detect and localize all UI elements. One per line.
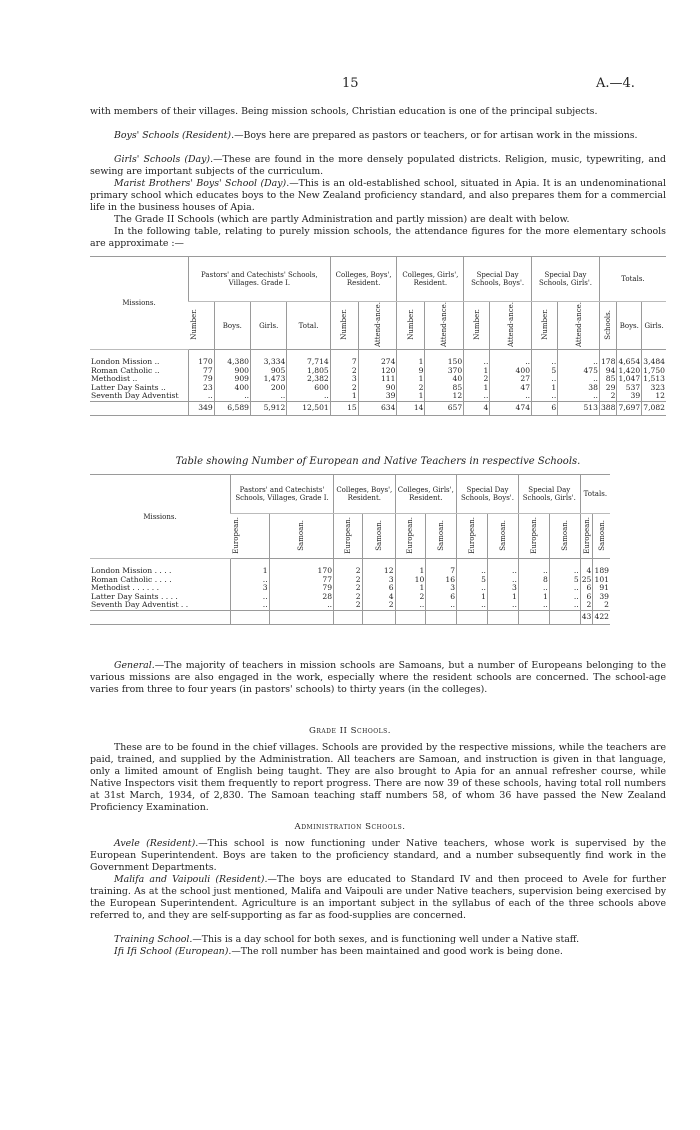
empty-cell — [395, 610, 426, 624]
general-text: —The majority of teachers in mission schools are Samoans, but a number of Europeans belonging to the various missions are also engaged in the work, especially where the resident schools are concerned. The school-age varies from three to four years (in pastors' schools) to thirty years (in the colleges). — [90, 660, 666, 695]
total-cell: 388 — [599, 402, 617, 416]
table-cell: 5 — [532, 367, 558, 376]
colleges-boys-header: Colleges, Boys', Resident. — [330, 257, 397, 302]
table-cell: 900 — [214, 367, 250, 376]
leader-dots: .. — [154, 357, 160, 367]
avele-text: —This school is now functioning under Native teachers, whose work is supervised by the European Superintendent. Boys are taken to the proficiency standard, and a number subsequently find work in the Government Departments. — [90, 838, 666, 873]
totals-girls-header: Girls. — [642, 302, 666, 350]
marist-school-lead: Marist Brothers' Boys' School (Day). — [114, 178, 290, 189]
table-intro-paragraph: In the following table, relating to purely mission schools, the attendance figures for the more elementary schools are approximate :— — [90, 226, 666, 249]
samoan-header-text: Samoan. — [560, 519, 569, 551]
european-header — [395, 514, 426, 559]
table-cell: 40 — [425, 375, 464, 384]
table-cell: .. — [457, 601, 488, 610]
totals-label-cell — [90, 610, 231, 624]
table-cell: .. — [231, 576, 270, 585]
special-boys-number-header: Number. — [464, 302, 490, 350]
table-cell: 600 — [287, 384, 330, 393]
mission-name — [90, 601, 231, 610]
table-cell: .. — [558, 375, 600, 384]
intro-paragraph: with members of their villages. Being mission schools, Christian education is one of the principal subjects. — [90, 106, 598, 117]
leader-dots: .. — [132, 374, 138, 384]
empty-cell — [457, 610, 488, 624]
table-cell: 3,484 — [642, 350, 666, 367]
special-girls-attendance-header: Attend-ance. — [558, 302, 600, 350]
document-reference: A.—4. — [596, 76, 635, 91]
teachers-colleges-boys-header: Colleges, Boys', Resident. — [334, 475, 396, 514]
table-cell: 120 — [358, 367, 397, 376]
table-cell: 12 — [425, 392, 464, 401]
samoan-header — [362, 514, 395, 559]
empty-cell — [426, 610, 457, 624]
table-row — [90, 375, 666, 384]
leader-dots: . . . . — [154, 566, 172, 575]
table-cell: 2 — [580, 601, 593, 610]
table-cell: 3 — [487, 584, 518, 593]
table-cell: 370 — [425, 367, 464, 376]
table-row — [90, 576, 610, 585]
table-cell: 111 — [358, 375, 397, 384]
total-cell: 5,912 — [251, 402, 287, 416]
table-cell: 1,805 — [287, 367, 330, 376]
table-cell: .. — [518, 584, 549, 593]
colleges-girls-header: Colleges, Girls', Resident. — [397, 257, 464, 302]
page-number: 15 — [342, 76, 359, 91]
samoan-header-text: Samoan. — [297, 519, 306, 551]
table-cell: .. — [189, 392, 215, 401]
training-school-lead: Training School. — [114, 934, 193, 945]
table-cell: 12 — [642, 392, 666, 401]
ifi-ifi-text: —The roll number has been maintained and good work is being done. — [231, 946, 563, 957]
table-cell: 29 — [599, 384, 617, 393]
table-row — [90, 559, 610, 576]
table-cell: 2,382 — [287, 375, 330, 384]
totals-header: Totals. — [599, 257, 666, 302]
table-cell: 77 — [189, 367, 215, 376]
table-cell: 28 — [269, 593, 333, 602]
european-header — [457, 514, 488, 559]
table-cell: 7 — [426, 559, 457, 576]
european-header-text: European. — [582, 516, 591, 554]
mission-name — [90, 392, 189, 401]
mission-name-text: Latter Day Saints — [91, 382, 159, 392]
table-cell: 5 — [457, 576, 488, 585]
european-header — [334, 514, 363, 559]
pastors-total-header: Total. — [287, 302, 330, 350]
table-cell: .. — [532, 392, 558, 401]
table-cell: 1 — [518, 593, 549, 602]
table-cell: 39 — [358, 392, 397, 401]
pastors-girls-header: Girls. — [251, 302, 287, 350]
colleges-boys-attendance-header: Attend-ance. — [358, 302, 397, 350]
total-cell: 12,501 — [287, 402, 330, 416]
table-cell: 1,420 — [618, 365, 641, 375]
table-cell: 39 — [593, 593, 610, 602]
table-cell: .. — [231, 601, 270, 610]
leader-dots: . . — [180, 600, 189, 610]
teachers-pastors-header: Pastors' and Catechists' Schools, Villages, Grade I. — [231, 475, 334, 514]
table-cell: 150 — [425, 350, 464, 367]
table-cell: 7,714 — [287, 350, 330, 367]
mission-name-text: Methodist . . — [91, 583, 140, 593]
table-cell: 91 — [593, 584, 610, 593]
table-cell: 1,473 — [251, 375, 287, 384]
table-cell: 2 — [330, 384, 358, 393]
table-cell: 2 — [334, 593, 363, 602]
special-boys-header: Special Day Schools, Boys'. — [464, 257, 532, 302]
table-cell: 170 — [269, 559, 333, 576]
table-cell: 4 — [362, 593, 395, 602]
table-cell: 1 — [330, 392, 358, 401]
total-cell: 349 — [189, 402, 215, 416]
samoan-header — [593, 514, 610, 559]
teachers-special-boys-header: Special Day Schools, Boys'. — [457, 475, 519, 514]
boys-schools-paragraph — [90, 130, 666, 142]
table-cell: 2 — [464, 375, 490, 384]
avele-lead: Avele (Resident). — [114, 838, 199, 849]
table-cell: .. — [269, 601, 333, 610]
leader-dots: . . . . — [154, 574, 172, 584]
table-cell: 94 — [599, 367, 617, 376]
table-cell: 1 — [231, 559, 270, 576]
special-boys-attendance-header: Attend-ance. — [490, 302, 532, 350]
girls-schools-lead: Girls' Schools (Day). — [114, 154, 214, 165]
table-cell: 101 — [594, 574, 609, 584]
table-cell: 1 — [464, 367, 490, 376]
table-cell: 1 — [487, 593, 518, 602]
table-cell: 189 — [593, 559, 610, 576]
missions-header: Missions. — [90, 257, 189, 350]
mission-name-text: Seventh Day Adventist — [91, 600, 179, 610]
mission-schools-table — [90, 256, 666, 416]
table-cell: .. — [464, 350, 490, 367]
empty-cell — [549, 610, 580, 624]
marist-school-text: —This is an old-established school, situated in Apia. It is an undenominational primary school which educates boys to the New Zealand proficiency standard, and also prepares them for a commercial life in the business houses of Apia. — [90, 178, 666, 213]
table-cell: 79 — [269, 584, 333, 593]
malifa-paragraph — [90, 874, 666, 922]
samoan-header — [487, 514, 518, 559]
general-lead: General. — [114, 660, 155, 671]
table-cell: 77 — [269, 576, 333, 585]
table-cell: 38 — [558, 384, 600, 393]
totals-label-cell — [90, 402, 189, 416]
table-cell: 3 — [231, 584, 270, 593]
pastors-schools-header: Pastors' and Catechists' Schools, Villages. Grade I. — [189, 257, 331, 302]
empty-cell — [518, 610, 549, 624]
colleges-boys-number-header: Number. — [330, 302, 358, 350]
table-cell: .. — [490, 350, 532, 367]
table-cell: .. — [457, 559, 488, 576]
empty-cell — [487, 610, 518, 624]
teachers-colleges-girls-header: Colleges, Girls', Resident. — [395, 475, 457, 514]
teachers-table-caption: Table showing Number of European and Native Teachers in respective Schools. — [175, 456, 581, 467]
table-cell: .. — [487, 601, 518, 610]
training-school-text: —This is a day school for both sexes, and is functioning well under a Native staff. — [192, 934, 580, 945]
pastors-number-header: Number. — [189, 302, 215, 350]
samoan-header-text: Samoan. — [437, 519, 446, 551]
european-header-text: European. — [529, 516, 538, 554]
table-cell: 1 — [395, 584, 426, 593]
table-cell: 23 — [189, 384, 215, 393]
totals-schools-header: Schools. — [599, 302, 617, 350]
table-cell: 2 — [593, 601, 610, 610]
table-cell: 25 — [581, 574, 592, 584]
boys-schools-lead: Boys' Schools (Resident). — [114, 130, 235, 141]
table-cell: 27 — [490, 375, 532, 384]
european-header-text: European. — [468, 516, 476, 554]
teachers-missions-header: Missions. — [90, 475, 231, 559]
table-cell: 6 — [362, 584, 395, 593]
total-cell: 634 — [358, 402, 397, 416]
table-cell: 2 — [334, 601, 363, 610]
general-paragraph — [90, 660, 666, 696]
table-cell: .. — [464, 392, 490, 401]
table-cell: .. — [558, 350, 600, 367]
table-cell: 1 — [397, 350, 425, 367]
mission-name — [90, 559, 231, 576]
special-girls-number-header: Number. — [532, 302, 558, 350]
table-cell: .. — [549, 593, 580, 602]
total-cell: 7,082 — [642, 402, 666, 416]
table-cell: .. — [549, 559, 580, 576]
table-cell: 1 — [397, 392, 425, 401]
table-cell: 3 — [330, 375, 358, 384]
table-cell: .. — [287, 392, 330, 401]
ifi-ifi-paragraph — [90, 946, 666, 958]
special-girls-header: Special Day Schools, Girls'. — [532, 257, 600, 302]
leader-dots: . . . . — [142, 583, 160, 593]
table-cell: 4,654 — [617, 350, 642, 367]
table-cell: 400 — [490, 367, 532, 376]
table-cell: .. — [558, 392, 600, 401]
table-cell: 1,047 — [618, 374, 641, 384]
table-cell: 16 — [426, 576, 457, 585]
table-cell: 85 — [599, 375, 617, 384]
table-cell: 10 — [395, 576, 426, 585]
empty-cell — [362, 610, 395, 624]
table-cell: .. — [251, 392, 287, 401]
table-cell: 2 — [334, 559, 363, 576]
table-cell: 2 — [395, 593, 426, 602]
table-row — [90, 367, 666, 376]
girls-schools-paragraph — [90, 154, 666, 178]
table-cell: 1 — [397, 375, 425, 384]
admin-schools-heading: Administration Schools. — [294, 822, 406, 832]
table-cell: .. — [518, 559, 549, 576]
teachers-totals-header: Totals. — [580, 475, 610, 514]
page-header — [0, 76, 700, 92]
european-header — [580, 514, 593, 559]
table-cell: 8 — [518, 576, 549, 585]
total-cell: 657 — [425, 402, 464, 416]
table-cell: 6 — [580, 584, 593, 593]
table-cell: 2 — [334, 584, 363, 593]
table-cell: 274 — [358, 350, 397, 367]
table-cell: 1 — [464, 384, 490, 393]
total-cell: 14 — [397, 402, 425, 416]
samoan-header-text: Samoan. — [498, 519, 507, 551]
european-header — [518, 514, 549, 559]
leader-dots: .. — [154, 365, 160, 375]
table-cell: .. — [490, 392, 532, 401]
total-cell: 513 — [558, 402, 600, 416]
table-cell: 400 — [214, 384, 250, 393]
table-row — [90, 392, 666, 401]
table-cell: 47 — [490, 384, 532, 393]
table-cell: 178 — [599, 350, 617, 367]
malifa-lead: Malifa and Vaipouli (Resident). — [114, 874, 268, 885]
mission-name-text: London Mission — [91, 566, 153, 575]
table-cell: 2 — [599, 392, 617, 401]
table-cell: .. — [549, 601, 580, 610]
table-cell: 537 — [617, 384, 642, 393]
totals-row — [90, 402, 666, 416]
european-header — [231, 514, 270, 559]
total-cell: 4 — [464, 402, 490, 416]
table-cell: 5 — [549, 576, 580, 585]
total-cell: 43 — [580, 610, 593, 624]
grade2-note-paragraph: The Grade II Schools (which are partly Administration and partly mission) are dealt with below. — [114, 214, 570, 225]
samoan-header-text: Samoan. — [597, 519, 606, 551]
table-cell: .. — [487, 576, 518, 585]
leader-dots: . . — [170, 591, 178, 601]
totals-row — [90, 610, 610, 624]
table-cell: .. — [214, 392, 250, 401]
colleges-girls-number-header: Number. — [397, 302, 425, 350]
mission-name — [90, 350, 189, 367]
european-header-text: European. — [231, 516, 240, 554]
table-cell: 170 — [189, 350, 215, 367]
teachers-table — [90, 474, 610, 625]
training-school-paragraph — [90, 934, 666, 946]
total-cell: 422 — [593, 610, 610, 624]
table-cell: 909 — [214, 375, 250, 384]
table-cell: 6 — [426, 593, 457, 602]
total-cell: 6,589 — [214, 402, 250, 416]
total-cell: 15 — [330, 402, 358, 416]
table-cell: 39 — [617, 392, 642, 401]
marist-school-paragraph — [90, 178, 666, 214]
grade2-paragraph: These are to be found in the chief villages. Schools are provided by the respective missions, while the teachers are paid, trained, and supplied by the Administration. All teachers are Samoan, and instruction is given in that language, only a limited amount of English being taught. They are also brought to Apia for an annual refresher course, while Native Inspectors visit them frequently to report progress. There are now 39 of these schools, having total roll numbers at 31st March, 1934, of 2,830. The Samoan teaching staff numbers 58, of whom 36 have passed the New Zealand Proficiency Examination. — [90, 742, 666, 813]
boys-schools-text: —Boys here are prepared as pastors or teachers, or for artisan work in the missions. — [234, 130, 638, 141]
totals-boys-header: Boys. — [617, 302, 642, 350]
grade2-heading: Grade II Schools. — [308, 726, 392, 736]
table-row — [90, 601, 610, 610]
samoan-header — [426, 514, 457, 559]
table-cell: .. — [395, 601, 426, 610]
table-cell: 85 — [425, 384, 464, 393]
samoan-header — [549, 514, 580, 559]
table-cell: 3 — [426, 584, 457, 593]
table-cell: 323 — [642, 384, 666, 393]
teachers-special-girls-header: Special Day Schools, Girls'. — [518, 475, 580, 514]
table-cell: 6 — [580, 593, 593, 602]
table-cell: 90 — [358, 384, 397, 393]
samoan-header-text: Samoan. — [374, 519, 383, 551]
mission-name-text: Roman Catholic — [91, 574, 153, 584]
table-cell: 1,513 — [643, 374, 665, 384]
table-cell: 79 — [189, 375, 215, 384]
mission-name-text: Latter Day Saints . . — [91, 591, 169, 601]
mission-name-text: Methodist — [91, 374, 131, 384]
mission-name-text: Roman Catholic — [91, 365, 153, 375]
pastors-boys-header: Boys. — [214, 302, 250, 350]
table-cell: .. — [532, 375, 558, 384]
table-cell: .. — [426, 601, 457, 610]
table-row — [90, 350, 666, 367]
samoan-header — [269, 514, 333, 559]
girls-schools-text: —These are found in the more densely populated districts. Religion, music, typewriting, and sewing are important subjects of the curriculum. — [90, 154, 667, 177]
table-cell: 9 — [397, 367, 425, 376]
table-cell: 2 — [397, 384, 425, 393]
table-cell: 1 — [395, 559, 426, 576]
total-cell: 474 — [490, 402, 532, 416]
table-cell: 12 — [362, 559, 395, 576]
table-cell: .. — [487, 559, 518, 576]
table-cell: .. — [532, 350, 558, 367]
table-cell: 3,334 — [251, 350, 287, 367]
table-cell: 2 — [330, 367, 358, 376]
avele-paragraph — [90, 838, 666, 874]
table-cell: 475 — [558, 367, 600, 376]
mission-name-text: Seventh Day Adventist — [91, 391, 179, 401]
colleges-girls-attendance-header: Attend-ance. — [425, 302, 464, 350]
table-cell: 3 — [362, 576, 395, 585]
table-cell: 1 — [457, 593, 488, 602]
leader-dots: .. — [160, 382, 166, 392]
table-cell: 4,380 — [214, 350, 250, 367]
total-cell: 6 — [532, 402, 558, 416]
table-cell: 1 — [532, 384, 558, 393]
table-cell: 2 — [334, 576, 363, 585]
table-cell: 905 — [251, 367, 287, 376]
table-cell: .. — [457, 584, 488, 593]
european-header-text: European. — [406, 516, 415, 554]
table-cell: .. — [549, 584, 580, 593]
table-cell: 2 — [362, 601, 395, 610]
empty-cell — [334, 610, 363, 624]
european-header-text: European. — [343, 516, 352, 554]
table-cell: .. — [518, 601, 549, 610]
mission-name-text: London Mission — [91, 357, 153, 367]
empty-cell — [231, 610, 270, 624]
table-cell: 4 — [580, 559, 593, 576]
table-cell: 7 — [330, 350, 358, 367]
table-cell: 1,750 — [643, 365, 665, 375]
table-cell: 200 — [251, 384, 287, 393]
ifi-ifi-lead: Ifi Ifi School (European). — [114, 946, 232, 957]
malifa-text: —The boys are educated to Standard IV and then proceed to Avele for further training. As at the school just mentioned, Malifa and Vaipouli are under Native teachers, supervision being exercised by the European Superintendent. Agriculture is an important subject in the syllabus of each of the three schools above referred to, and they are self-supporting as far as food-supplies are concerned. — [90, 874, 667, 921]
total-cell: 7,697 — [617, 402, 642, 416]
table-cell: .. — [231, 593, 270, 602]
empty-cell — [269, 610, 333, 624]
